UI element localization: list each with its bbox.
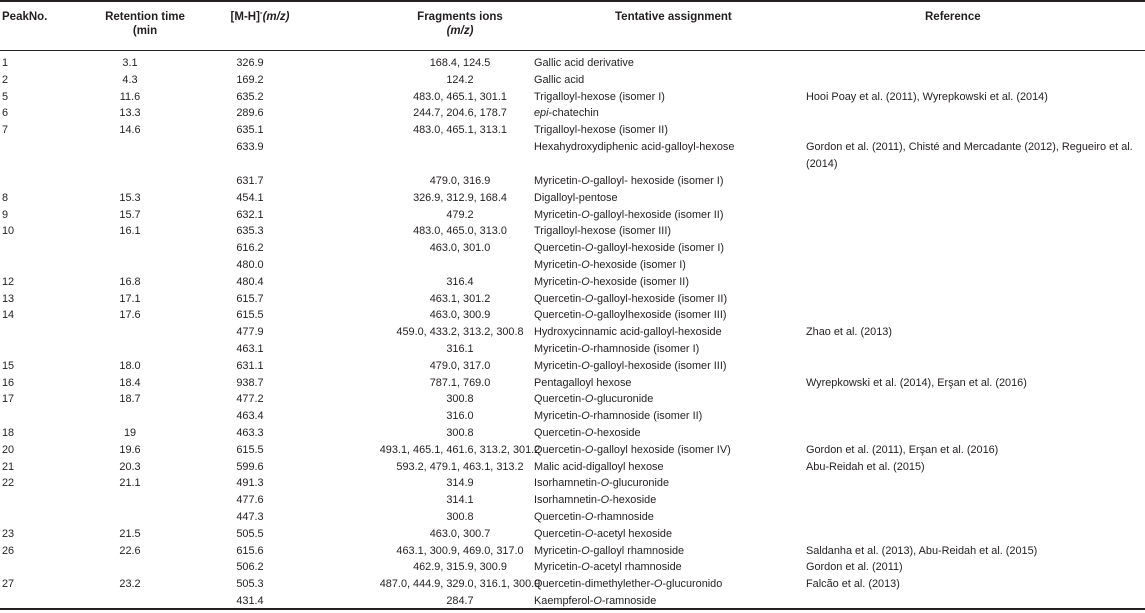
assignment-text: Kaempferol-	[534, 594, 594, 607]
cell-retention-time: 16.8	[119, 275, 141, 288]
cell-reference: Falcão et al. (2013)	[806, 578, 900, 591]
table-row	[0, 105, 1145, 122]
cell-assignment	[534, 72, 804, 89]
header-frag-line2	[340, 24, 580, 38]
cell-fragments: 316.1	[446, 342, 474, 355]
assignment-italic: O	[600, 494, 610, 507]
assignment-text: Quercetin-	[534, 510, 585, 523]
assignment-suffix: -rhamnoside (isomer II)	[589, 410, 703, 423]
table-row	[0, 207, 1145, 224]
cell-fragments: 326.9, 312.9, 168.4	[413, 191, 507, 204]
cell-reference: Saldanha et al. (2013), Abu-Reidah et al. (2015)	[806, 544, 1038, 557]
cell-peak: 15	[2, 359, 15, 372]
cell-fragments: 316.4	[446, 275, 474, 288]
cell-assignment	[534, 139, 804, 156]
assignment-suffix: -hexoside	[609, 494, 657, 507]
assignment-italic: O	[584, 527, 594, 540]
cell-assignment	[534, 173, 804, 190]
cell-peak: 2	[2, 73, 9, 86]
assignment-text: Myricetin-	[534, 275, 582, 288]
cell-assignment	[534, 223, 804, 240]
assignment-suffix: -galloyl- hexoside (isomer I)	[589, 174, 724, 187]
assignment-text: Quercetin-	[534, 426, 585, 439]
assignment-text: Trigalloyl-hexose (isomer I)	[534, 90, 665, 103]
assignment-suffix: -hexoside (isomer I)	[589, 258, 686, 271]
cell-fragments: 244.7, 204.6, 178.7	[413, 107, 507, 120]
cell-reference: Wyrepkowski et al. (2014), Erşan et al. (2016)	[806, 376, 1027, 389]
cell-fragments: 483.0, 465.1, 301.1	[413, 90, 507, 103]
table-row	[0, 391, 1145, 408]
cell-assignment	[534, 274, 804, 291]
assignment-text: Myricetin-	[534, 208, 582, 221]
cell-assignment	[534, 475, 804, 492]
assignment-text: Malic acid-digalloyl hexose	[534, 460, 664, 473]
assignment-italic: O	[581, 359, 590, 372]
table-row	[0, 509, 1145, 526]
cell-fragments: 124.2	[446, 73, 474, 86]
assignment-text: Hexahydroxydiphenic acid-galloyl-hexose	[534, 140, 735, 153]
assignment-suffix: -rhamnoside (isomer I)	[589, 342, 700, 355]
assignment-suffix: -galloyl-hexoside (isomer III)	[589, 359, 727, 372]
assignment-text: Digalloyl-pentose	[534, 191, 618, 204]
cell-fragments: 479.0, 317.0	[429, 359, 491, 372]
table-row	[0, 425, 1145, 442]
assignment-italic: epi	[534, 107, 549, 120]
cell-peak: 17	[2, 393, 15, 406]
cell-reference: Abu-Reidah et al. (2015)	[806, 460, 925, 473]
cell-fragments: 487.0, 444.9, 329.0, 316.1, 300.9	[379, 578, 541, 591]
assignment-suffix: -glucuronide	[609, 477, 670, 490]
cell-mh: 447.3	[236, 510, 264, 523]
cell-reference: Zhao et al. (2013)	[806, 326, 892, 339]
cell-peak: 13	[2, 292, 15, 305]
table-top-rule	[0, 0, 1145, 2]
cell-peak: 26	[2, 544, 15, 557]
table-row	[0, 559, 1145, 576]
table-bottom-rule	[0, 608, 1145, 610]
cell-assignment	[534, 459, 804, 476]
assignment-italic: O	[581, 342, 590, 355]
cell-assignment	[534, 240, 804, 257]
cell-mh: 169.2	[236, 73, 264, 86]
cell-retention-time: 19.6	[119, 443, 141, 456]
assignment-italic: O	[584, 426, 594, 439]
cell-retention-time: 18.4	[119, 376, 141, 389]
assignment-text: Isorhamnetin-	[534, 494, 601, 507]
assignment-text: Hydroxycinnamic acid-galloyl-hexoside	[534, 326, 722, 339]
cell-reference: Gordon et al. (2011)	[806, 561, 903, 574]
cell-fragments: 463.0, 301.0	[429, 242, 491, 255]
assignment-text: Quercetin-	[534, 292, 585, 305]
cell-fragments: 787.1, 769.0	[429, 376, 491, 389]
assignment-text: Trigalloyl-hexose (isomer III)	[534, 225, 671, 238]
cell-retention-time: 17.6	[119, 309, 141, 322]
assignment-text: Myricetin-	[534, 544, 582, 557]
cell-fragments: 479.2	[446, 208, 474, 221]
cell-retention-time: 15.7	[119, 208, 141, 221]
assignment-suffix: -glucuronido	[662, 578, 723, 591]
table-row	[0, 576, 1145, 593]
assignment-suffix: -acetyl rhamnoside	[589, 561, 682, 574]
table-row	[0, 291, 1145, 308]
cell-peak: 7	[2, 124, 9, 137]
table-row	[0, 89, 1145, 106]
cell-fragments: 493.1, 465.1, 461.6, 313.2, 301.2	[379, 443, 541, 456]
cell-mh: 431.4	[236, 594, 264, 607]
header-mh	[205, 10, 315, 24]
cell-mh: 477.9	[236, 326, 264, 339]
cell-mh: 463.4	[236, 410, 264, 423]
assignment-italic: O	[581, 544, 590, 557]
cell-retention-time: 23.2	[119, 578, 141, 591]
header-rt-line1: Retention time	[105, 11, 185, 23]
table-row	[0, 492, 1145, 509]
cell-mh: 632.1	[236, 208, 264, 221]
table-row	[0, 341, 1145, 358]
cell-retention-time: 21.1	[119, 477, 141, 490]
cell-assignment	[534, 492, 804, 509]
table-row	[0, 223, 1145, 240]
cell-mh: 615.6	[236, 544, 264, 557]
table-row	[0, 139, 1145, 173]
cell-fragments: 483.0, 465.1, 313.1	[413, 124, 507, 137]
cell-fragments: 463.1, 300.9, 469.0, 317.0	[396, 544, 524, 557]
table-row	[0, 475, 1145, 492]
assignment-italic: O	[584, 292, 594, 305]
cell-peak: 8	[2, 191, 9, 204]
cell-assignment	[534, 526, 804, 543]
cell-retention-time: 3.1	[122, 57, 138, 69]
cell-assignment	[534, 543, 804, 560]
cell-fragments: 314.1	[446, 494, 474, 507]
cell-mh: 635.1	[236, 124, 264, 137]
assignment-text: Gallic acid	[534, 73, 585, 86]
cell-mh: 326.9	[236, 57, 264, 69]
table-row	[0, 324, 1145, 341]
assignment-text: Myricetin-	[534, 174, 582, 187]
cell-assignment	[534, 391, 804, 408]
cell-assignment	[534, 257, 804, 274]
assignment-text: Trigalloyl-hexose (isomer II)	[534, 124, 668, 137]
table-row	[0, 442, 1145, 459]
cell-mh: 491.3	[236, 477, 264, 490]
assignment-italic: O	[581, 275, 590, 288]
table-row	[0, 72, 1145, 89]
header-rt-line2: (min	[132, 25, 158, 37]
cell-fragments: 479.0, 316.9	[429, 174, 491, 187]
table-row	[0, 543, 1145, 560]
cell-mh: 938.7	[236, 376, 264, 389]
cell-retention-time: 18.7	[119, 393, 141, 406]
cell-assignment	[534, 425, 804, 442]
cell-mh: 480.4	[236, 275, 264, 288]
cell-reference: Gordon et al. (2011), Chisté and Mercadante (2012), Regueiro et al. (2014)	[806, 140, 1133, 170]
assignment-italic: O	[581, 208, 590, 221]
assignment-text: Myricetin-	[534, 561, 582, 574]
cell-assignment	[534, 442, 804, 459]
cell-assignment	[534, 105, 804, 122]
assignment-suffix: -chatechin	[548, 107, 599, 120]
cell-retention-time: 13.3	[119, 107, 141, 120]
cell-retention-time: 18.0	[119, 359, 141, 372]
table-row	[0, 375, 1145, 392]
cell-retention-time: 14.6	[119, 124, 141, 137]
assignment-italic: O	[584, 443, 594, 456]
assignment-italic: O	[584, 309, 594, 322]
assignment-text: Quercetin-	[534, 242, 585, 255]
cell-mh: 454.1	[236, 191, 264, 204]
assignment-italic: O	[584, 510, 594, 523]
table-row	[0, 55, 1145, 72]
assignment-italic: O	[581, 174, 590, 187]
assignment-italic: O	[593, 594, 602, 607]
cell-fragments: 284.7	[446, 594, 474, 607]
cell-peak: 22	[2, 477, 15, 490]
assignment-text: Myricetin-	[534, 359, 582, 372]
cell-retention-time: 15.3	[119, 191, 141, 204]
assignment-suffix: -hexoside	[593, 426, 641, 439]
cell-assignment	[534, 324, 804, 341]
header-rule	[0, 50, 1145, 51]
cell-assignment	[534, 576, 804, 593]
cell-mh: 616.2	[236, 242, 264, 255]
table-body	[0, 55, 1145, 610]
cell-assignment	[534, 408, 804, 425]
cell-peak: 20	[2, 443, 15, 456]
assignment-text: Quercetin-	[534, 393, 585, 406]
cell-mh: 477.2	[236, 393, 264, 406]
assignment-suffix: -rhamnoside	[593, 510, 654, 523]
cell-reference: Hooi Poay et al. (2011), Wyrepkowski et al. (2014)	[806, 90, 1048, 103]
assignment-italic: O	[581, 410, 590, 423]
cell-mh: 477.6	[236, 494, 264, 507]
assignment-suffix: -galloyl-hexoside (isomer II)	[593, 292, 728, 305]
assignment-suffix: -galloyl-hexoside (isomer II)	[589, 208, 724, 221]
cell-fragments: 168.4, 124.5	[429, 57, 491, 69]
header-frag-line2-text: (m/z)	[446, 25, 474, 37]
header-reference: Reference	[925, 11, 981, 23]
cell-fragments: 483.0, 465.0, 313.0	[413, 225, 507, 238]
assignment-suffix: -galloyl-hexoside (isomer I)	[593, 242, 725, 255]
cell-retention-time: 22.6	[119, 544, 141, 557]
assignment-text: Isorhamnetin-	[534, 477, 601, 490]
cell-mh: 635.3	[236, 225, 264, 238]
header-frag-line1: Fragments ions	[417, 11, 503, 23]
cell-fragments: 463.0, 300.7	[429, 527, 491, 540]
assignment-italic: O	[581, 561, 590, 574]
assignment-italic: O	[581, 258, 590, 271]
assignment-suffix: -hexoside (isomer II)	[589, 275, 689, 288]
table-row	[0, 307, 1145, 324]
table-row	[0, 274, 1145, 291]
assignment-text: Quercetin-dimethylether-	[534, 578, 654, 591]
cell-peak: 10	[2, 225, 15, 238]
cell-mh: 505.5	[236, 527, 264, 540]
header-fragments	[340, 10, 580, 38]
cell-mh: 631.7	[236, 174, 264, 187]
cell-assignment	[534, 375, 804, 392]
header-peak: PeakNo.	[2, 11, 48, 23]
cell-retention-time: 11.6	[119, 90, 141, 103]
cell-assignment	[534, 291, 804, 308]
cell-assignment	[534, 122, 804, 139]
cell-peak: 16	[2, 376, 15, 389]
cell-assignment	[534, 207, 804, 224]
assignment-suffix: -glucuronide	[593, 393, 654, 406]
cell-fragments: 314.9	[446, 477, 474, 490]
cell-mh: 615.7	[236, 292, 264, 305]
cell-retention-time: 17.1	[119, 292, 141, 305]
header-assignment: Tentative assignment	[615, 11, 732, 23]
assignment-italic: O	[584, 393, 594, 406]
cell-peak: 5	[2, 90, 9, 103]
cell-fragments: 300.8	[446, 426, 474, 439]
cell-assignment	[534, 55, 804, 72]
cell-mh: 463.1	[236, 342, 264, 355]
cell-retention-time: 4.3	[122, 73, 138, 86]
cell-peak: 12	[2, 275, 15, 288]
cell-assignment	[534, 358, 804, 375]
cell-retention-time: 19	[123, 426, 137, 439]
cell-mh: 633.9	[236, 140, 264, 153]
assignment-text: Myricetin-	[534, 342, 582, 355]
cell-peak: 6	[2, 107, 9, 120]
cell-assignment	[534, 341, 804, 358]
table-row	[0, 526, 1145, 543]
cell-peak: 14	[2, 309, 15, 322]
assignment-text: Pentagalloyl hexose	[534, 376, 632, 389]
assignment-italic: O	[600, 477, 610, 490]
cell-retention-time: 20.3	[119, 460, 141, 473]
table-row	[0, 408, 1145, 425]
cell-mh: 615.5	[236, 309, 264, 322]
assignment-suffix: -acetyl hexoside	[593, 527, 673, 540]
cell-mh: 615.5	[236, 443, 264, 456]
cell-peak: 18	[2, 426, 15, 439]
assignment-text: Quercetin-	[534, 527, 585, 540]
cell-assignment	[534, 307, 804, 324]
header-mh-sup: -	[259, 8, 263, 18]
assignment-suffix: -galloylhexoside (isomer III)	[593, 309, 727, 322]
header-mh-post: (m/z)	[262, 11, 290, 23]
table-row	[0, 358, 1145, 375]
assignment-suffix: -galloyl hexoside (isomer IV)	[593, 443, 731, 456]
cell-mh: 480.0	[236, 258, 264, 271]
table-row	[0, 257, 1145, 274]
cell-mh: 289.6	[236, 107, 264, 120]
cell-fragments: 316.0	[446, 410, 474, 423]
table-row	[0, 459, 1145, 476]
cell-peak: 21	[2, 460, 15, 473]
assignment-italic: O	[653, 578, 663, 591]
cell-peak: 9	[2, 208, 9, 221]
cell-peak: 1	[2, 57, 9, 69]
table-row	[0, 122, 1145, 139]
cell-fragments: 300.8	[446, 510, 474, 523]
assignment-text: Quercetin-	[534, 443, 585, 456]
cell-retention-time: 21.5	[119, 527, 141, 540]
header-retention-time	[90, 10, 200, 38]
cell-assignment	[534, 559, 804, 576]
cell-mh: 506.2	[236, 561, 264, 574]
cell-mh: 463.3	[236, 426, 264, 439]
assignment-suffix: -ramnoside	[601, 594, 657, 607]
header-mh-pre: [M-H]	[230, 11, 260, 23]
table-row	[0, 173, 1145, 190]
cell-fragments: 463.0, 300.9	[429, 309, 491, 322]
table-row	[0, 190, 1145, 207]
cell-fragments: 593.2, 479.1, 463.1, 313.2	[396, 460, 524, 473]
cell-fragments: 459.0, 433.2, 313.2, 300.8	[396, 326, 524, 339]
cell-assignment	[534, 190, 804, 207]
cell-assignment	[534, 509, 804, 526]
cell-fragments: 463.1, 301.2	[429, 292, 491, 305]
assignment-italic: O	[584, 242, 594, 255]
cell-peak: 27	[2, 578, 15, 591]
cell-reference: Gordon et al. (2011), Erşan et al. (2016)	[806, 443, 999, 456]
cell-fragments: 462.9, 315.9, 300.9	[413, 561, 507, 574]
cell-mh: 599.6	[236, 460, 264, 473]
cell-retention-time: 16.1	[119, 225, 141, 238]
cell-mh: 505.3	[236, 578, 264, 591]
assignment-text: Myricetin-	[534, 410, 582, 423]
assignment-text: Quercetin-	[534, 309, 585, 322]
cell-fragments: 300.8	[446, 393, 474, 406]
assignment-text: Myricetin-	[534, 258, 582, 271]
assignment-suffix: -galloyl rhamnoside	[589, 544, 685, 557]
cell-mh: 635.2	[236, 90, 264, 103]
cell-peak: 23	[2, 527, 15, 540]
cell-assignment	[534, 89, 804, 106]
table-row	[0, 240, 1145, 257]
cell-mh: 631.1	[236, 359, 264, 372]
assignment-text: Gallic acid derivative	[534, 57, 634, 69]
